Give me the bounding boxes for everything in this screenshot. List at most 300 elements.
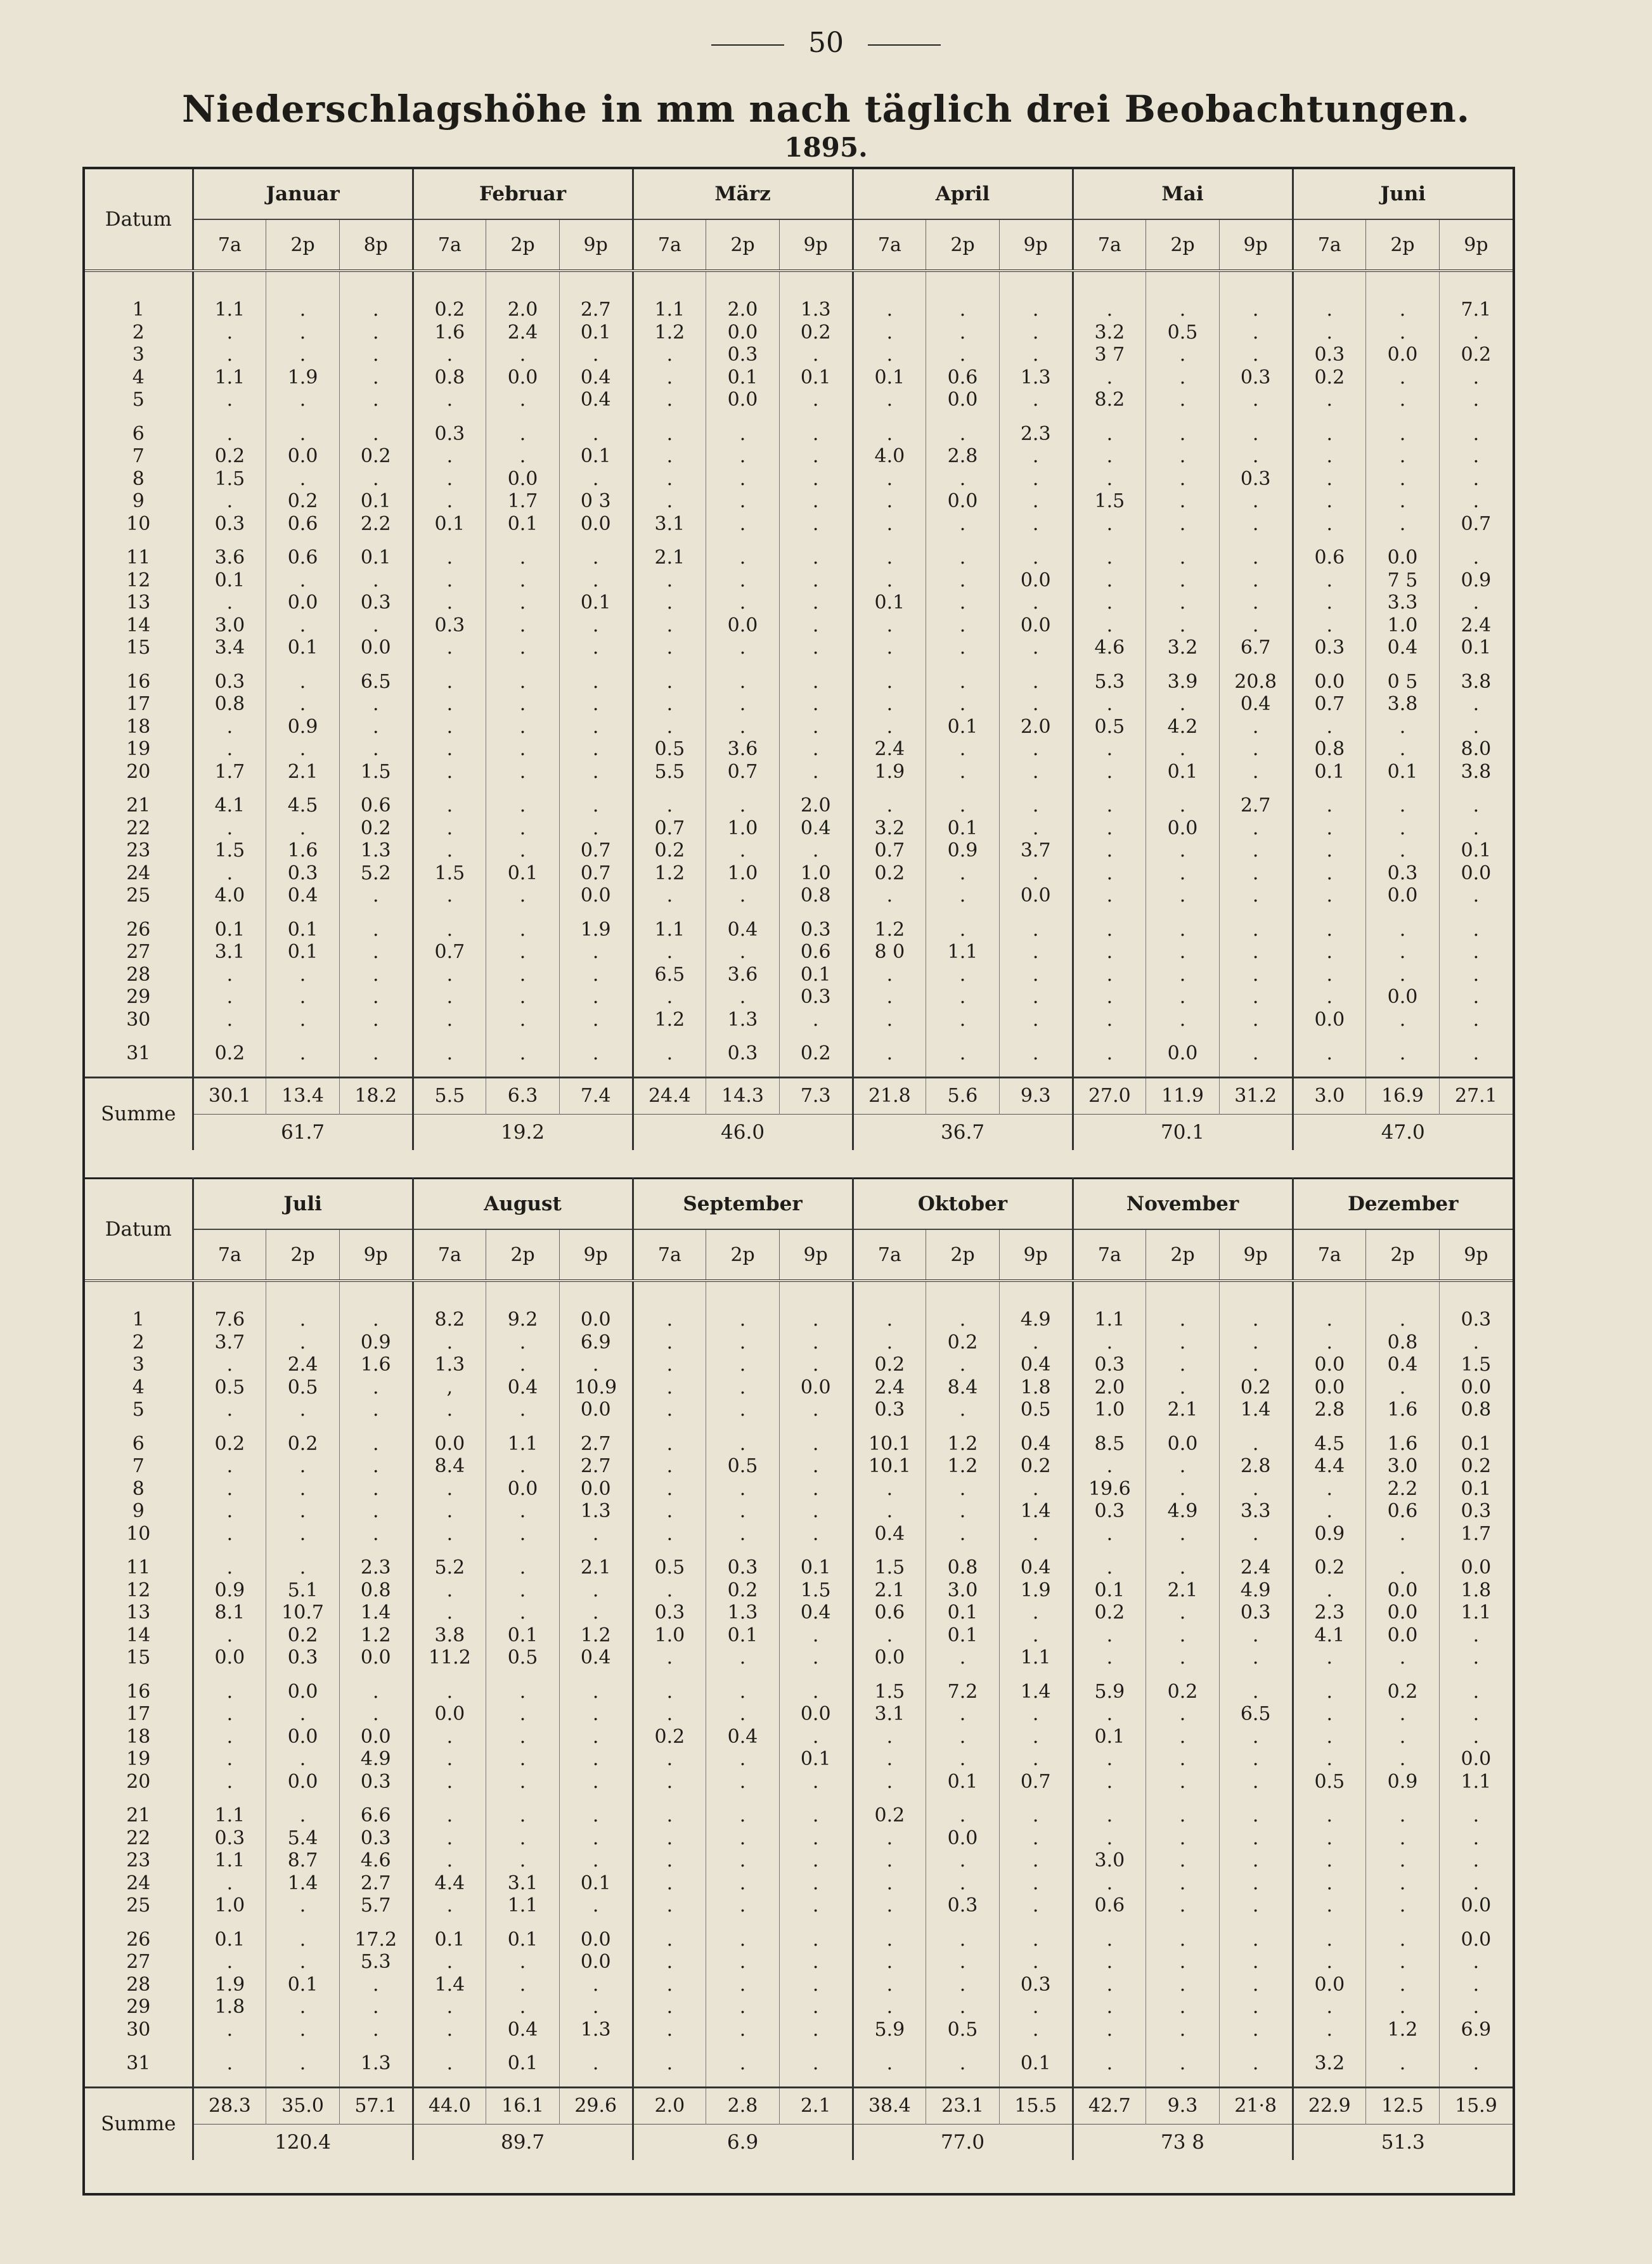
precip-cell: . bbox=[706, 1849, 780, 1872]
precip-cell: 4.4 bbox=[1293, 1455, 1366, 1478]
sum-cell: 57.1 bbox=[339, 2087, 413, 2124]
sum-cell: 7.4 bbox=[559, 1077, 633, 1114]
precip-cell: 0.0 bbox=[559, 1929, 633, 1951]
precip-cell: . bbox=[193, 986, 266, 1009]
precip-cell: . bbox=[633, 1478, 706, 1501]
month-total: 46.0 bbox=[633, 1114, 853, 1150]
time-header: 9p bbox=[1439, 219, 1513, 271]
precip-cell: . bbox=[266, 1331, 340, 1354]
precip-cell: . bbox=[926, 1996, 1000, 2019]
precip-cell: 0.1 bbox=[266, 919, 340, 941]
precip-cell: 0.1 bbox=[486, 862, 560, 885]
precip-cell: 1.7 bbox=[193, 761, 266, 784]
time-header: 2p bbox=[706, 219, 780, 271]
precip-cell: . bbox=[1073, 1646, 1146, 1669]
precip-cell: . bbox=[339, 468, 413, 491]
month-total: 73 8 bbox=[1073, 2124, 1293, 2160]
precip-cell: 5.7 bbox=[339, 1894, 413, 1917]
precip-cell: 0.5 bbox=[193, 1376, 266, 1399]
precip-cell: . bbox=[413, 919, 486, 941]
precip-cell: . bbox=[413, 1399, 486, 1421]
precip-cell: 0.0 bbox=[1366, 1624, 1440, 1647]
precip-cell: 0.1 bbox=[706, 366, 780, 389]
month-header: Dezember bbox=[1293, 1179, 1513, 1230]
precip-cell: . bbox=[633, 423, 706, 446]
month-total: 120.4 bbox=[193, 2124, 413, 2160]
day-number: 20 bbox=[85, 1771, 193, 1794]
precip-cell: . bbox=[413, 389, 486, 411]
precip-cell: 0.1 bbox=[1439, 1478, 1513, 1501]
precip-cell: . bbox=[999, 794, 1073, 817]
precip-cell: . bbox=[779, 1354, 853, 1376]
precip-cell: . bbox=[1439, 986, 1513, 1009]
precip-cell: . bbox=[1439, 693, 1513, 716]
precip-cell: 0.1 bbox=[999, 2052, 1073, 2075]
precip-cell: . bbox=[926, 738, 1000, 761]
precip-cell: . bbox=[1293, 1646, 1366, 1669]
precip-cell: 1.2 bbox=[633, 862, 706, 885]
precip-cell: . bbox=[486, 738, 560, 761]
precip-cell: . bbox=[1146, 884, 1220, 907]
precip-cell: 0.1 bbox=[339, 490, 413, 513]
precip-cell: . bbox=[706, 1354, 780, 1376]
precip-cell: 0.4 bbox=[1219, 693, 1293, 716]
precip-cell: 0.4 bbox=[266, 884, 340, 907]
precip-cell: . bbox=[266, 1309, 340, 1331]
precip-cell: 0.2 bbox=[339, 817, 413, 840]
precip-cell: . bbox=[853, 2052, 926, 2075]
precip-cell: . bbox=[999, 1996, 1073, 2019]
precip-cell: . bbox=[779, 1478, 853, 1501]
precip-cell: . bbox=[193, 1748, 266, 1771]
precip-cell: . bbox=[486, 445, 560, 468]
precip-cell: 6.5 bbox=[339, 671, 413, 694]
precip-cell: . bbox=[1366, 366, 1440, 389]
day-number: 13 bbox=[85, 1601, 193, 1624]
precip-cell: . bbox=[193, 321, 266, 344]
precip-cell: 0.2 bbox=[926, 1331, 1000, 1354]
precip-cell: . bbox=[266, 1009, 340, 1032]
precip-cell: . bbox=[706, 637, 780, 659]
time-header: 9p bbox=[999, 219, 1073, 271]
precip-cell: . bbox=[1366, 299, 1440, 321]
precip-cell: . bbox=[339, 321, 413, 344]
precip-cell: 1.1 bbox=[193, 1849, 266, 1872]
precip-cell: . bbox=[1366, 1996, 1440, 2019]
precip-cell: 0.1 bbox=[193, 569, 266, 592]
month-total: 19.2 bbox=[413, 1114, 633, 1150]
sum-cell: 16.9 bbox=[1366, 1077, 1440, 1114]
precip-cell: . bbox=[1439, 1331, 1513, 1354]
precip-cell: . bbox=[1293, 321, 1366, 344]
precip-cell: . bbox=[1146, 1748, 1220, 1771]
precip-cell: . bbox=[1146, 941, 1220, 964]
precip-cell: 8.5 bbox=[1073, 1433, 1146, 1456]
precip-cell: . bbox=[1366, 817, 1440, 840]
table-row bbox=[85, 614, 1513, 637]
month-total: 47.0 bbox=[1293, 1114, 1513, 1150]
precip-cell: . bbox=[1073, 761, 1146, 784]
precip-cell: . bbox=[1366, 1556, 1440, 1579]
precip-cell: 1.1 bbox=[1439, 1601, 1513, 1624]
precip-cell: . bbox=[999, 389, 1073, 411]
precip-cell: . bbox=[633, 1703, 706, 1726]
precip-cell: 0.4 bbox=[486, 1376, 560, 1399]
table-row bbox=[85, 1500, 1513, 1523]
precip-cell: 4.0 bbox=[853, 445, 926, 468]
precip-cell: . bbox=[1439, 445, 1513, 468]
precip-cell: 1.5 bbox=[853, 1681, 926, 1704]
precip-cell: . bbox=[999, 1849, 1073, 1872]
time-header: 7a bbox=[633, 219, 706, 271]
table-row bbox=[85, 423, 1513, 446]
precip-cell: . bbox=[413, 1827, 486, 1850]
precip-cell: 4.9 bbox=[1219, 1579, 1293, 1602]
precip-cell: . bbox=[999, 1703, 1073, 1726]
precip-cell: . bbox=[999, 761, 1073, 784]
precip-cell: . bbox=[633, 344, 706, 366]
precip-cell: . bbox=[413, 1042, 486, 1065]
precip-cell: . bbox=[413, 671, 486, 694]
precip-cell: . bbox=[1439, 1827, 1513, 1850]
precip-cell: 1.2 bbox=[559, 1624, 633, 1647]
precip-cell: . bbox=[853, 986, 926, 1009]
precip-cell: . bbox=[1219, 2052, 1293, 2075]
precip-cell: . bbox=[633, 1433, 706, 1456]
time-header: 2p bbox=[486, 1229, 560, 1281]
precip-cell: . bbox=[1293, 389, 1366, 411]
precip-cell: . bbox=[779, 1500, 853, 1523]
precip-cell: 0.0 bbox=[1146, 1433, 1220, 1456]
table-row bbox=[85, 547, 1513, 569]
precip-cell: . bbox=[266, 1399, 340, 1421]
precip-cell: . bbox=[1073, 964, 1146, 986]
precip-cell: 1.1 bbox=[999, 1646, 1073, 1669]
precip-cell: . bbox=[1146, 592, 1220, 614]
month-header: November bbox=[1073, 1179, 1293, 1230]
precip-cell: . bbox=[706, 941, 780, 964]
precip-cell: 5.1 bbox=[266, 1579, 340, 1602]
precip-cell: 0.0 bbox=[559, 1951, 633, 1974]
precip-cell: 0.8 bbox=[339, 1579, 413, 1602]
precip-cell: 1.0 bbox=[706, 862, 780, 885]
precip-cell: . bbox=[413, 1331, 486, 1354]
precip-cell: 0.7 bbox=[1439, 513, 1513, 536]
precip-cell: . bbox=[1219, 986, 1293, 1009]
precip-cell: . bbox=[1439, 1974, 1513, 1996]
precip-cell: . bbox=[1073, 1556, 1146, 1579]
precip-cell: . bbox=[779, 1331, 853, 1354]
precip-cell: . bbox=[706, 1929, 780, 1951]
precip-cell: . bbox=[853, 423, 926, 446]
precip-cell: . bbox=[339, 1309, 413, 1331]
precip-cell: 0.5 bbox=[266, 1376, 340, 1399]
precip-cell: . bbox=[706, 794, 780, 817]
precip-cell: 0.4 bbox=[559, 366, 633, 389]
precip-cell: . bbox=[633, 1771, 706, 1794]
precip-cell: 2.7 bbox=[1219, 794, 1293, 817]
precip-cell: . bbox=[1073, 569, 1146, 592]
day-number: 4 bbox=[85, 1376, 193, 1399]
precip-cell: 0.4 bbox=[706, 1726, 780, 1749]
precip-cell: . bbox=[1219, 1748, 1293, 1771]
precip-cell: . bbox=[1146, 1703, 1220, 1726]
precip-cell: . bbox=[999, 1009, 1073, 1032]
precip-cell: 0.7 bbox=[559, 839, 633, 862]
day-number: 17 bbox=[85, 1703, 193, 1726]
precip-cell: 1.8 bbox=[1439, 1579, 1513, 1602]
precip-cell: . bbox=[266, 1500, 340, 1523]
precip-cell: . bbox=[266, 1042, 340, 1065]
precip-cell: . bbox=[1439, 423, 1513, 446]
month-total: 70.1 bbox=[1073, 1114, 1293, 1150]
precip-cell: . bbox=[926, 513, 1000, 536]
precip-cell: . bbox=[706, 569, 780, 592]
precip-cell: 0 3 bbox=[559, 490, 633, 513]
precip-cell: . bbox=[486, 716, 560, 739]
precip-cell: 0.0 bbox=[1439, 1556, 1513, 1579]
precip-cell: 8.0 bbox=[1439, 738, 1513, 761]
precip-cell: . bbox=[1219, 1951, 1293, 1974]
table-row bbox=[85, 1804, 1513, 1827]
sum-cell: 12.5 bbox=[1366, 2087, 1440, 2124]
precip-cell: 0.2 bbox=[779, 321, 853, 344]
precip-cell: . bbox=[339, 964, 413, 986]
precip-cell: . bbox=[1146, 1354, 1220, 1376]
precip-cell: . bbox=[926, 1849, 1000, 1872]
precip-cell: . bbox=[1219, 1624, 1293, 1647]
precip-cell: . bbox=[266, 693, 340, 716]
precip-cell: 0.0 bbox=[486, 468, 560, 491]
precip-cell: . bbox=[926, 1478, 1000, 1501]
precip-cell: . bbox=[559, 738, 633, 761]
time-header: 7a bbox=[1293, 219, 1366, 271]
precip-cell: 3.3 bbox=[1219, 1500, 1293, 1523]
precip-cell: . bbox=[193, 1624, 266, 1647]
precip-cell: . bbox=[853, 671, 926, 694]
precip-cell: 3.1 bbox=[193, 941, 266, 964]
precip-cell: . bbox=[1073, 445, 1146, 468]
precip-cell: 0.4 bbox=[1366, 637, 1440, 659]
precip-cell: . bbox=[706, 1872, 780, 1895]
precip-cell: 0.1 bbox=[413, 513, 486, 536]
precip-cell: 0.4 bbox=[779, 1601, 853, 1624]
precip-cell: . bbox=[1219, 614, 1293, 637]
precip-cell: . bbox=[413, 592, 486, 614]
precip-cell: . bbox=[1366, 1974, 1440, 1996]
precip-cell: . bbox=[1219, 1996, 1293, 2019]
precip-cell: . bbox=[853, 1872, 926, 1895]
precip-cell: . bbox=[1366, 1009, 1440, 1032]
precip-cell: 1.2 bbox=[633, 1009, 706, 1032]
precip-cell: 0.0 bbox=[1439, 862, 1513, 885]
precip-cell: 0.1 bbox=[926, 1771, 1000, 1794]
precip-cell: . bbox=[1146, 1309, 1220, 1331]
precip-cell: . bbox=[779, 389, 853, 411]
precip-cell: 0.4 bbox=[1366, 1354, 1440, 1376]
day-number: 21 bbox=[85, 1804, 193, 1827]
sum-cell: 31.2 bbox=[1219, 1077, 1293, 1114]
precip-cell: . bbox=[633, 1996, 706, 2019]
precip-cell: . bbox=[559, 794, 633, 817]
precip-cell: 1.1 bbox=[486, 1894, 560, 1917]
precip-cell: . bbox=[486, 1827, 560, 1850]
precip-cell: . bbox=[706, 1399, 780, 1421]
precip-cell: . bbox=[926, 423, 1000, 446]
precip-cell: . bbox=[559, 1009, 633, 1032]
precip-cell: . bbox=[633, 1309, 706, 1331]
precip-cell: . bbox=[1366, 423, 1440, 446]
precip-cell: 0.0 bbox=[1293, 671, 1366, 694]
precip-cell: . bbox=[193, 1500, 266, 1523]
precip-cell: . bbox=[706, 513, 780, 536]
precip-cell: 0.3 bbox=[1293, 344, 1366, 366]
table-row bbox=[85, 1849, 1513, 1872]
precip-cell: . bbox=[1439, 366, 1513, 389]
precip-cell: . bbox=[559, 614, 633, 637]
table-row bbox=[85, 1601, 1513, 1624]
precip-cell: . bbox=[1219, 941, 1293, 964]
precip-cell: 0.3 bbox=[1293, 637, 1366, 659]
precip-cell: . bbox=[339, 716, 413, 739]
precip-cell: . bbox=[559, 1827, 633, 1850]
precip-cell: . bbox=[193, 2019, 266, 2041]
precip-cell: . bbox=[706, 1376, 780, 1399]
precip-cell: . bbox=[779, 1951, 853, 1974]
precip-cell: . bbox=[999, 1827, 1073, 1850]
time-header: 7a bbox=[1293, 1229, 1366, 1281]
precip-cell: . bbox=[999, 1624, 1073, 1647]
precip-cell: . bbox=[1219, 1771, 1293, 1794]
time-header: 9p bbox=[559, 1229, 633, 1281]
precip-cell: 1.3 bbox=[706, 1009, 780, 1032]
table-row bbox=[85, 1951, 1513, 1974]
precip-cell: . bbox=[1293, 1894, 1366, 1917]
table-row bbox=[85, 817, 1513, 840]
precip-cell: . bbox=[1439, 941, 1513, 964]
precip-cell: . bbox=[926, 637, 1000, 659]
precip-cell: . bbox=[1073, 614, 1146, 637]
precip-cell: . bbox=[1366, 1849, 1440, 1872]
precip-cell: . bbox=[926, 614, 1000, 637]
precip-cell: . bbox=[1146, 1929, 1220, 1951]
precip-cell: 6.9 bbox=[559, 1331, 633, 1354]
precip-cell: 0.2 bbox=[266, 490, 340, 513]
precip-cell: . bbox=[853, 1726, 926, 1749]
precip-cell: 2.3 bbox=[1293, 1601, 1366, 1624]
month-total: 61.7 bbox=[193, 1114, 413, 1150]
precip-cell: . bbox=[999, 1951, 1073, 1974]
precip-cell: 1.4 bbox=[413, 1974, 486, 1996]
table-row bbox=[85, 1827, 1513, 1850]
precip-cell: 3.8 bbox=[413, 1624, 486, 1647]
precip-cell: . bbox=[1146, 1624, 1220, 1647]
precip-cell: 1.9 bbox=[853, 761, 926, 784]
sum-cell: 7.3 bbox=[779, 1077, 853, 1114]
precip-cell: . bbox=[1293, 1042, 1366, 1065]
precip-cell: 0.3 bbox=[706, 344, 780, 366]
precip-cell: . bbox=[633, 592, 706, 614]
precip-cell: 0.0 bbox=[1439, 1748, 1513, 1771]
sum-cell: 22.9 bbox=[1293, 2087, 1366, 2124]
precip-cell: 0.0 bbox=[266, 445, 340, 468]
precip-cell: 2.4 bbox=[486, 321, 560, 344]
precip-cell: 0.1 bbox=[559, 592, 633, 614]
precip-cell: . bbox=[1219, 344, 1293, 366]
precip-cell: . bbox=[1073, 299, 1146, 321]
precip-cell: . bbox=[486, 1579, 560, 1602]
precip-cell: . bbox=[1366, 1376, 1440, 1399]
precip-cell: . bbox=[999, 592, 1073, 614]
precip-cell: 1.8 bbox=[193, 1996, 266, 2019]
precip-cell: . bbox=[1219, 1849, 1293, 1872]
precip-cell: 0.3 bbox=[1439, 1309, 1513, 1331]
precip-cell: . bbox=[853, 693, 926, 716]
precip-cell: . bbox=[413, 637, 486, 659]
precip-cell: . bbox=[779, 1996, 853, 2019]
precip-cell: . bbox=[339, 1009, 413, 1032]
precip-cell: . bbox=[1439, 919, 1513, 941]
precip-cell: 8.4 bbox=[413, 1455, 486, 1478]
precip-cell: 0.9 bbox=[339, 1331, 413, 1354]
precip-cell: . bbox=[1366, 1042, 1440, 1065]
precip-cell: 0.0 bbox=[926, 389, 1000, 411]
precip-cell: 0.8 bbox=[1439, 1399, 1513, 1421]
precip-cell: . bbox=[1219, 299, 1293, 321]
precip-cell: 4.6 bbox=[339, 1849, 413, 1872]
precip-cell: . bbox=[853, 389, 926, 411]
precip-cell: . bbox=[1146, 1996, 1220, 2019]
table-row bbox=[85, 1974, 1513, 1996]
precip-cell: . bbox=[266, 1996, 340, 2019]
precip-cell: 0.1 bbox=[559, 1872, 633, 1895]
precip-cell: . bbox=[1146, 1804, 1220, 1827]
day-number: 19 bbox=[85, 738, 193, 761]
precip-cell: . bbox=[853, 547, 926, 569]
precip-cell: 1.3 bbox=[706, 1601, 780, 1624]
sum-cell: 15.5 bbox=[999, 2087, 1073, 2124]
precip-cell: 0.0 bbox=[1146, 1042, 1220, 1065]
day-number: 15 bbox=[85, 637, 193, 659]
precip-cell: . bbox=[853, 1009, 926, 1032]
time-header: 7a bbox=[1073, 1229, 1146, 1281]
precip-cell: . bbox=[1293, 1309, 1366, 1331]
day-number: 6 bbox=[85, 1433, 193, 1456]
table-row bbox=[85, 1726, 1513, 1749]
precip-cell: . bbox=[339, 1433, 413, 1456]
time-header: 2p bbox=[926, 219, 1000, 271]
precip-cell: . bbox=[413, 1996, 486, 2019]
precip-cell: . bbox=[926, 1951, 1000, 1974]
precip-cell: . bbox=[413, 1579, 486, 1602]
month-header: April bbox=[853, 169, 1073, 219]
precip-cell: . bbox=[1366, 389, 1440, 411]
table-row bbox=[85, 468, 1513, 491]
precip-cell: 1.3 bbox=[339, 2052, 413, 2075]
month-header: März bbox=[633, 169, 853, 219]
precip-cell: . bbox=[853, 344, 926, 366]
precip-cell: . bbox=[559, 468, 633, 491]
precip-cell: . bbox=[413, 468, 486, 491]
precip-cell: . bbox=[853, 490, 926, 513]
precip-cell: 0.1 bbox=[926, 1601, 1000, 1624]
sum-cell: 44.0 bbox=[413, 2087, 486, 2124]
precip-cell: . bbox=[633, 1894, 706, 1917]
precip-cell: 0.5 bbox=[633, 1556, 706, 1579]
precip-cell: . bbox=[486, 1601, 560, 1624]
precip-cell: . bbox=[1219, 964, 1293, 986]
precip-cell: . bbox=[266, 1894, 340, 1917]
